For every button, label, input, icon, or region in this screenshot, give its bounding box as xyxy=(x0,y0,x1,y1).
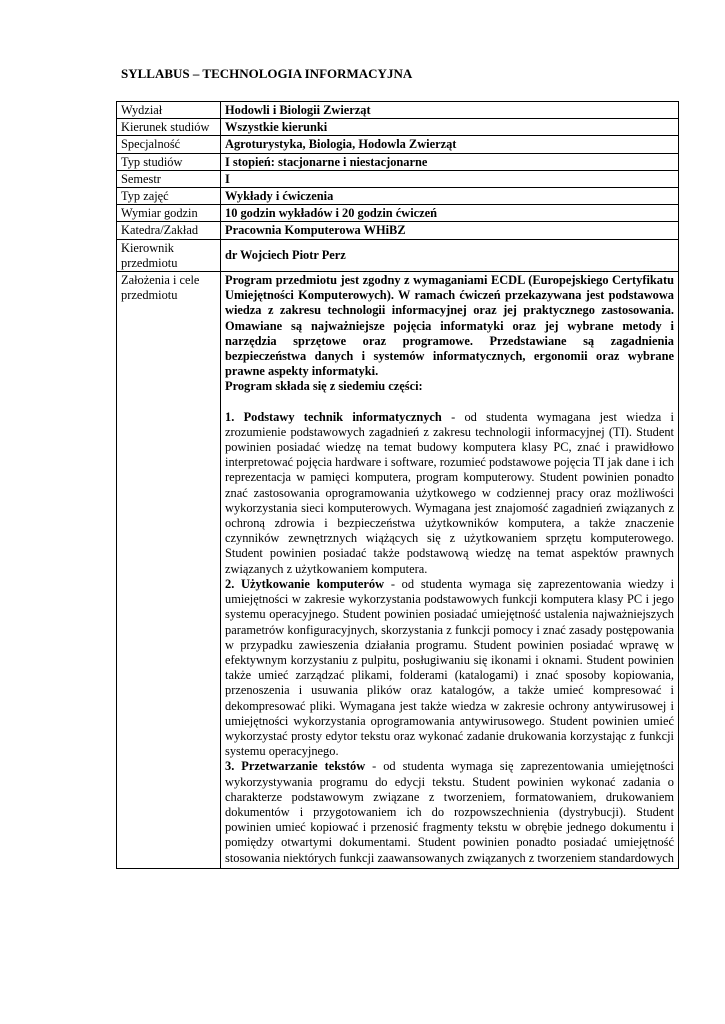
table-row xyxy=(117,239,679,271)
row-value: dr Wojciech Piotr Perz xyxy=(221,239,679,271)
part-text: - od studenta wymaga się zaprezentowania wiedzy i umiejętności w zakresie wykorzystania podstawowych funkcji komputera klasy PC i jego systemu operacyjnego. Student powinien posiadać umiejętność ustalenia najważniejszych parametrów konfiguracyjnych, skorzystania z funkcji pomocy i znać zasady postępowania w przypadku zawieszenia działania programu. Student powinien posiadać wprawę w efektywnym korzystaniu z pulpitu, posługiwaniu się ikonami i oknami. Student powinien także umieć zarządzać plikami, folderami (katalogami) i znać sposoby kopiowania, przenoszenia i usuwania plików oraz katalogów, a także umieć kompresować i dekompresować pliki. Wymagana jest także wiedza w zakresie ochrony antywirusowej i umiejętności wykorzystania oprogramowania antywirusowego. Student powinien umieć wykorzystać prosty edytor tekstu oraz wykonać zadanie drukowania korzystając z funkcji systemu operacyjnego. xyxy=(225,576,675,759)
row-value: I stopień: stacjonarne i niestacjonarne xyxy=(221,153,679,170)
syllabus-table xyxy=(116,101,679,869)
table-row xyxy=(117,170,679,187)
table-row xyxy=(117,102,679,119)
goals-structure: Program składa się z siedemiu części: xyxy=(225,379,423,394)
table-row xyxy=(117,119,679,136)
part-paragraph xyxy=(225,759,674,865)
row-value: Wykłady i ćwiczenia xyxy=(221,188,679,205)
table-row xyxy=(117,136,679,153)
row-label: Katedra/Zakład xyxy=(117,222,221,239)
goals-label: Założenia i cele przedmiotu xyxy=(117,272,221,869)
row-label: Semestr xyxy=(117,170,221,187)
part-heading: 3. Przetwarzanie tekstów xyxy=(225,759,366,774)
row-value: Wszystkie kierunki xyxy=(221,119,679,136)
goals-intro: Program przedmiotu jest zgodny z wymaganiami ECDL (Europejskiego Certyfikatu Umiejętności Komputerowych). W ramach ćwiczeń przekazywana jest podstawowa wiedza z zakresu technologii informacyjnej oraz jej praktycznego zastosowania. Omawiane są najważniejsze pojęcia informatyki oraz jej wybrane metody i narzędzia sprzętowe oraz programowe. Przedstawiane są zagadnienia bezpieczeństwa danych i systemów informatycznych, ergonomii oraz wybrane prawne aspekty informatyki. xyxy=(225,273,674,379)
row-label: Kierunek studiów xyxy=(117,119,221,136)
part-text: - od studenta wymaga się zaprezentowania umiejętności wykorzystywania programu do edycji tekstu. Student powinien wykonać zadania o charakterze podstawowym związane z tworzeniem, formatowaniem, drukowaniem dokumentów i przygotowaniem ich do rozpowszechnienia (dystrybucji). Student powinien umieć kopiować i przenosić fragmenty tekstu w obrębie jednego dokumentu i pomiędzy otwartymi dokumentami. Student powinien ponadto posiadać umiejętność stosowania niektórych funkcji zaawansowanych związanych z tworzeniem standardowych xyxy=(225,759,674,865)
table-row-goals xyxy=(117,272,679,869)
goals-content xyxy=(221,272,679,869)
part-text: - od studenta wymagana jest wiedza i zrozumienie podstawowych zagadnień z zakresu technologii informacyjnej (TI). Student powinien posiadać wiedzę na temat budowy komputera klasy PC, znać i prawidłowo interpretować pojęcia hardware i software, rozumieć podstawowe pojęcia TI jak dane i ich reprezentacja w pamięci komputera, program komputerowy. Student powinien ponadto znać zastosowania oprogramowania użytkowego w codziennej pracy oraz możliwości wykorzystania sieci komputerowych. Wymagana jest znajomość zagadnień związanych z ochroną zdrowia i bezpieczeństwa użytkowników komputera, a także znaczenie czynników zewnętrznych wiążących się z użytkowaniem sprzętu komputerowego. Student powinien posiadać także podstawową wiedzę na temat aspektów prawnych związanych z użytkowaniem komputera. xyxy=(225,409,674,576)
spacer xyxy=(225,395,674,410)
table-row xyxy=(117,188,679,205)
table-row xyxy=(117,222,679,239)
row-value: Pracownia Komputerowa WHiBZ xyxy=(221,222,679,239)
row-label: Kierownik przedmiotu xyxy=(117,239,221,271)
row-value: Hodowli i Biologii Zwierząt xyxy=(221,102,679,119)
table-row xyxy=(117,205,679,222)
row-value: I xyxy=(221,170,679,187)
row-value: Agroturystyka, Biologia, Hodowla Zwierząt xyxy=(221,136,679,153)
part-paragraph xyxy=(225,577,674,759)
page-title: SYLLABUS – TECHNOLOGIA INFORMACYJNA xyxy=(121,66,413,81)
part-heading: 1. Podstawy technik informatycznych xyxy=(225,409,442,424)
row-label: Specjalność xyxy=(117,136,221,153)
row-label: Typ studiów xyxy=(117,153,221,170)
row-label: Wydział xyxy=(117,102,221,119)
row-label: Typ zajęć xyxy=(117,188,221,205)
row-label: Wymiar godzin xyxy=(117,205,221,222)
table-row xyxy=(117,153,679,170)
row-value: 10 godzin wykładów i 20 godzin ćwiczeń xyxy=(221,205,679,222)
part-paragraph xyxy=(225,410,674,577)
part-heading: 2. Użytkowanie komputerów xyxy=(225,576,385,591)
